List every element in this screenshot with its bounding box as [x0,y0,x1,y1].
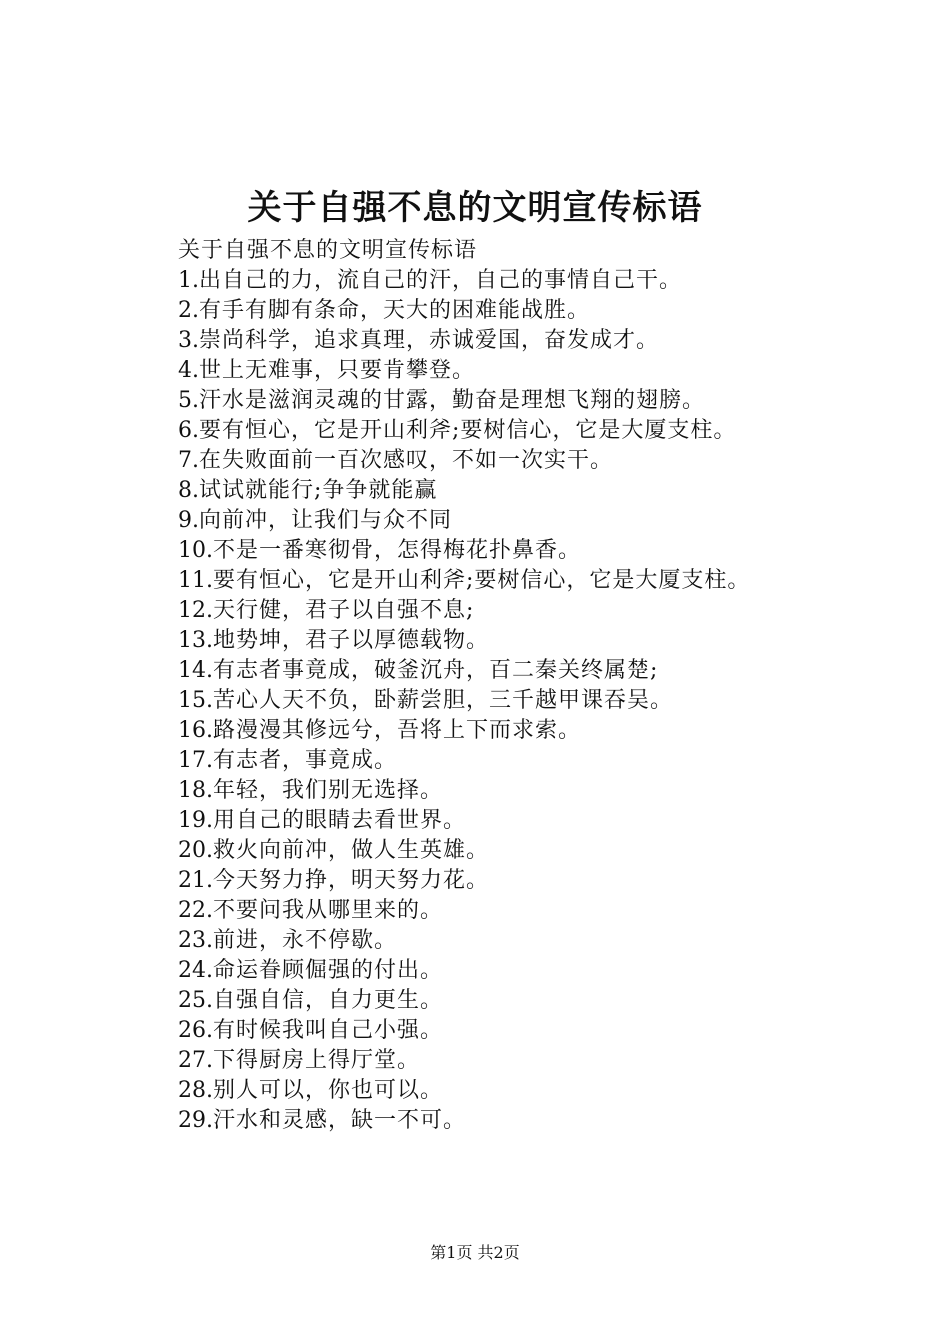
slogan-number: 14. [178,658,213,683]
slogan-number: 18. [178,778,213,803]
slogan-text: 汗水和灵感，缺一不可。 [213,1108,467,1133]
slogan-item [178,1016,878,1046]
slogan-number: 10. [178,538,213,563]
slogan-number: 19. [178,808,213,833]
slogan-item [178,896,878,926]
slogan-number: 28. [178,1078,213,1103]
slogan-number: 21. [178,868,213,893]
slogan-text: 地势坤，君子以厚德载物。 [213,628,490,653]
slogan-item [178,776,878,806]
slogan-number: 5. [178,388,199,413]
slogan-number: 25. [178,988,213,1013]
slogan-text: 用自己的眼睛去看世界。 [213,808,467,833]
slogan-text: 汗水是滋润灵魂的甘露，勤奋是理想飞翔的翅膀。 [199,388,706,413]
slogan-number: 13. [178,628,213,653]
slogan-number: 24. [178,958,213,983]
slogan-text: 苦心人天不负，卧薪尝胆，三千越甲课吞吴。 [213,688,674,713]
slogan-number: 11. [178,568,213,593]
slogan-item [178,1076,878,1106]
slogan-item [178,386,878,416]
document-body [178,236,878,1136]
slogan-item [178,506,878,536]
slogan-item [178,746,878,776]
slogan-item [178,566,878,596]
slogan-item [178,866,878,896]
slogan-item [178,536,878,566]
slogan-number: 20. [178,838,213,863]
slogan-number: 22. [178,898,213,923]
slogan-number: 16. [178,718,213,743]
slogan-text: 要有恒心，它是开山利斧;要树信心，它是大厦支柱。 [199,418,737,443]
slogan-text: 别人可以，你也可以。 [213,1078,444,1103]
slogan-item [178,476,878,506]
slogan-text: 救火向前冲，做人生英雄。 [213,838,490,863]
slogan-text: 路漫漫其修远兮，吾将上下而求索。 [213,718,582,743]
slogan-number: 26. [178,1018,213,1043]
slogan-number: 7. [178,448,199,473]
slogan-text: 向前冲，让我们与众不同 [199,508,453,533]
slogan-text: 前进，永不停歇。 [213,928,398,953]
slogan-number: 29. [178,1108,213,1133]
slogan-item [178,806,878,836]
slogan-text: 在失败面前一百次感叹，不如一次实干。 [199,448,614,473]
slogan-item [178,266,878,296]
slogan-item [178,1106,878,1136]
slogan-number: 23. [178,928,213,953]
slogan-number: 27. [178,1048,213,1073]
slogan-number: 3. [178,328,199,353]
slogan-text: 试试就能行;争争就能赢 [199,478,438,503]
slogan-text: 有手有脚有条命，天大的困难能战胜。 [199,298,591,323]
slogan-number: 9. [178,508,199,533]
slogan-text: 有志者，事竟成。 [213,748,398,773]
slogan-number: 6. [178,418,199,443]
slogan-item [178,986,878,1016]
slogan-item [178,596,878,626]
slogan-item [178,296,878,326]
slogan-number: 17. [178,748,213,773]
slogan-number: 4. [178,358,199,383]
slogan-number: 2. [178,298,199,323]
slogan-text: 不是一番寒彻骨，怎得梅花扑鼻香。 [213,538,582,563]
slogan-number: 1. [178,268,199,293]
slogan-text: 要有恒心，它是开山利斧;要树信心，它是大厦支柱。 [213,568,751,593]
slogan-number: 12. [178,598,213,623]
slogan-text: 崇尚科学，追求真理，赤诚爱国，奋发成才。 [199,328,660,353]
slogan-item [178,1046,878,1076]
slogan-text: 自强自信，自力更生。 [213,988,444,1013]
slogan-text: 世上无难事，只要肯攀登。 [199,358,476,383]
slogan-item [178,686,878,716]
slogan-text: 有志者事竟成，破釜沉舟，百二秦关终属楚; [213,658,659,683]
slogan-item [178,326,878,356]
slogan-item [178,356,878,386]
slogan-item [178,956,878,986]
slogan-item [178,416,878,446]
page-footer: 第1页 共2页 [430,1243,520,1262]
slogan-list [178,266,878,1136]
slogan-item [178,656,878,686]
slogan-item [178,716,878,746]
slogan-number: 8. [178,478,199,503]
document-subtitle: 关于自强不息的文明宣传标语 [178,238,478,263]
slogan-text: 命运眷顾倔强的付出。 [213,958,444,983]
page-title: 关于自强不息的文明宣传标语 [247,188,703,228]
slogan-text: 出自己的力，流自己的汗，自己的事情自己干。 [199,268,683,293]
slogan-text: 下得厨房上得厅堂。 [213,1048,421,1073]
slogan-text: 年轻，我们别无选择。 [213,778,444,803]
slogan-text: 天行健，君子以自强不息; [213,598,475,623]
slogan-text: 不要问我从哪里来的。 [213,898,444,923]
slogan-item [178,446,878,476]
slogan-item [178,836,878,866]
slogan-text: 今天努力挣，明天努力花。 [213,868,490,893]
slogan-item [178,626,878,656]
slogan-item [178,926,878,956]
slogan-number: 15. [178,688,213,713]
slogan-text: 有时候我叫自己小强。 [213,1018,444,1043]
